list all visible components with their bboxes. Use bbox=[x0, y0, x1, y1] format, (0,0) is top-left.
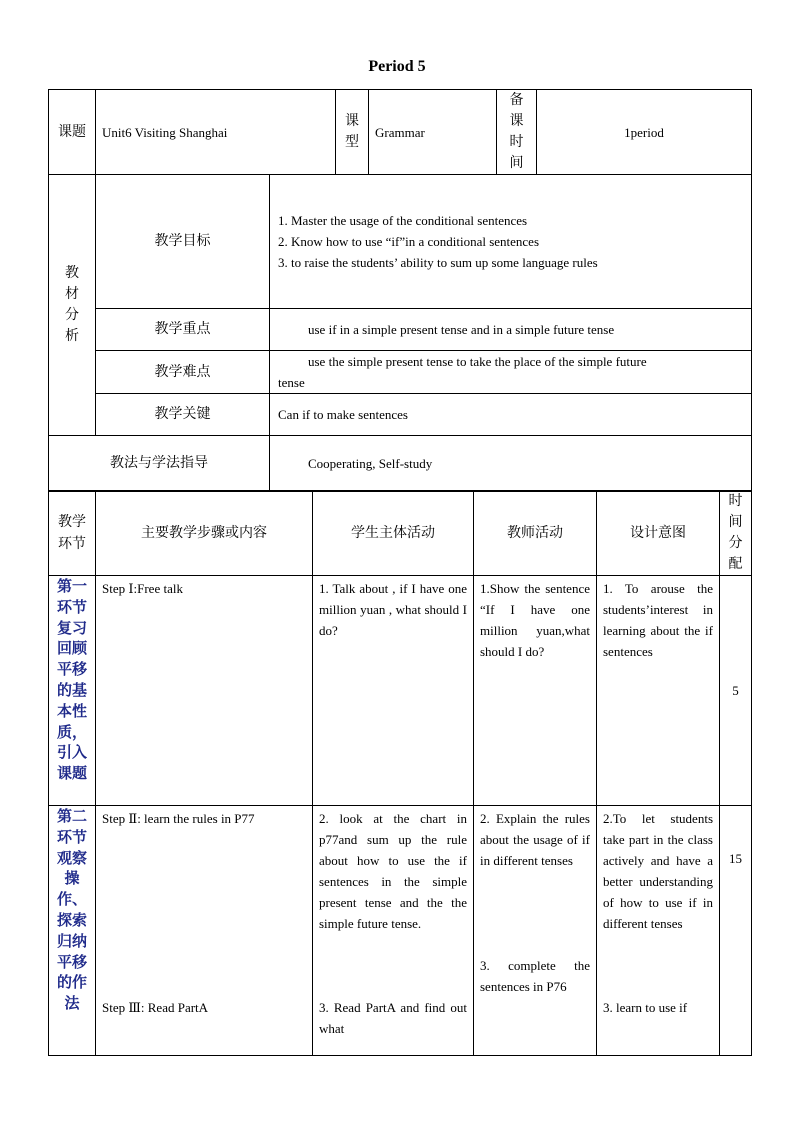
objective-line: 1. Master the usage of the conditional sentences bbox=[278, 213, 528, 228]
teacher-activity-cell bbox=[474, 806, 597, 1056]
lesson-info-table bbox=[48, 89, 752, 492]
analysis-label bbox=[49, 175, 96, 436]
prep-label-char-4: 间 bbox=[509, 155, 524, 171]
stage-header: 教学环节 bbox=[49, 491, 96, 576]
type-label-char-1: 课 bbox=[345, 113, 359, 129]
teacher-activity-text: 1.Show the sentence “If I have one million yuan,what should I do? bbox=[480, 581, 590, 659]
method-label: 教法与学法指导 bbox=[49, 436, 270, 492]
difficulties-content bbox=[270, 351, 752, 394]
key-points-value: use if in a simple present tense and in a simple future tense bbox=[270, 309, 752, 351]
objective-line: 3. to raise the students’ ability to sum up some language rules bbox=[278, 255, 598, 270]
difficulty-line: tense bbox=[278, 375, 305, 390]
key-label: 教学关键 bbox=[96, 394, 270, 436]
teaching-process-table bbox=[48, 490, 752, 1056]
type-value: Grammar bbox=[369, 90, 497, 175]
method-value: Cooperating, Self-study bbox=[270, 436, 752, 492]
analysis-label-char-4: 析 bbox=[65, 328, 79, 344]
student-activity-cell bbox=[313, 576, 474, 806]
type-label bbox=[336, 90, 369, 175]
stage-cell: 第二环节观察操作、探索归纳平移的作法 bbox=[49, 806, 96, 1056]
stage-cell: 第一环节复习回顾平移的基本性质，引入课题 bbox=[49, 576, 96, 806]
key-points-label: 教学重点 bbox=[96, 309, 270, 351]
course-label: 课题 bbox=[49, 90, 96, 175]
prep-label bbox=[497, 90, 537, 175]
student-activity-text: 1. Talk about , if I have one million yuan , what should I do? bbox=[319, 581, 467, 638]
teacher-activity-text: 3. complete the sentences in P76 bbox=[480, 958, 590, 994]
page-title: Period 5 bbox=[368, 58, 426, 75]
analysis-label-char-1: 教 bbox=[65, 265, 79, 281]
prep-label-char-3: 时 bbox=[509, 134, 524, 150]
student-header: 学生主体活动 bbox=[313, 491, 474, 576]
teacher-activity-cell bbox=[474, 576, 597, 806]
design-intent-cell bbox=[597, 806, 720, 1056]
type-label-char-2: 型 bbox=[345, 134, 359, 150]
time-header: 时间分配 bbox=[720, 491, 752, 576]
prep-value: 1period bbox=[537, 90, 752, 175]
objective-line: 2. Know how to use “if”in a conditional sentences bbox=[278, 234, 540, 249]
objectives-content bbox=[270, 175, 752, 309]
analysis-label-char-2: 材 bbox=[65, 286, 79, 302]
design-intent-text: 3. learn to use if bbox=[603, 1000, 688, 1015]
prep-label-char-2: 课 bbox=[509, 113, 524, 129]
difficulties-label: 教学难点 bbox=[96, 351, 270, 394]
steps-header: 主要教学步骤或内容 bbox=[96, 491, 313, 576]
time-cell: 15 bbox=[720, 806, 752, 1056]
steps-cell bbox=[96, 806, 313, 1056]
step-text: Step Ⅱ: learn the rules in P77 bbox=[102, 811, 255, 826]
teacher-activity-text: 2. Explain the rules about the usage of if in different tenses bbox=[480, 811, 590, 868]
design-intent-text: 1. To arouse the students’interest in learning about the if sentences bbox=[603, 581, 713, 659]
prep-label-char-1: 备 bbox=[509, 92, 524, 108]
time-cell: 5 bbox=[720, 576, 752, 806]
key-value: Can if to make sentences bbox=[270, 394, 752, 436]
difficulty-line: use the simple present tense to take the place of the simple future bbox=[308, 354, 647, 369]
objectives-label: 教学目标 bbox=[96, 175, 270, 309]
design-intent-cell bbox=[597, 576, 720, 806]
teacher-header: 教师活动 bbox=[474, 491, 597, 576]
student-activity-text: 2. look at the chart in p77and sum up the rule about how to use the if sentences in the simple present tense and the the simple future tense. bbox=[319, 811, 467, 931]
step-text: Step Ⅰ:Free talk bbox=[102, 581, 183, 596]
student-activity-cell bbox=[313, 806, 474, 1056]
intent-header: 设计意图 bbox=[597, 491, 720, 576]
step-text: Step Ⅲ: Read PartA bbox=[102, 1000, 209, 1015]
student-activity-text: 3. Read PartA and find out what bbox=[319, 1000, 467, 1036]
steps-cell bbox=[96, 576, 313, 806]
design-intent-text: 2.To let students take part in the class actively and have a better understanding of how to use if in different tenses bbox=[603, 811, 713, 931]
course-value: Unit6 Visiting Shanghai bbox=[96, 90, 336, 175]
analysis-label-char-3: 分 bbox=[65, 307, 79, 323]
